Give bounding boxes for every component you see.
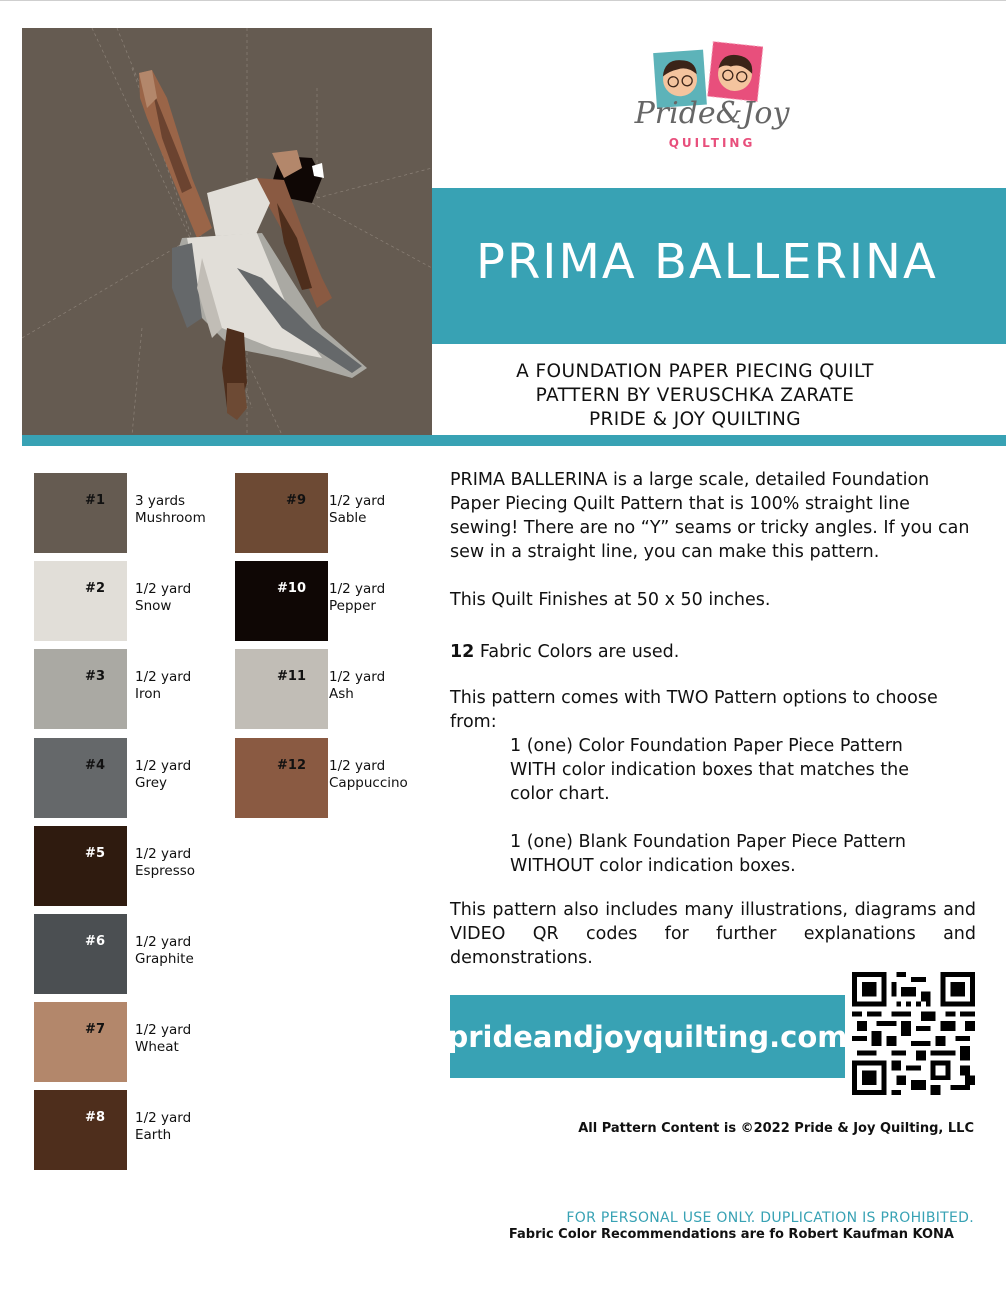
fabric-name: Graphite [135, 951, 194, 967]
fabric-name: Grey [135, 775, 168, 791]
fabric-number: #2 [85, 581, 105, 596]
fabric-amount: 1/2 yard [135, 846, 192, 862]
colors-count-line [450, 640, 976, 664]
option-blank: 1 (one) Blank Foundation Paper Piece Pattern WITHOUT color indication boxes. [510, 832, 906, 876]
fabric-number: #9 [286, 493, 306, 508]
fabric-number: #8 [85, 1110, 105, 1125]
fabric-label [135, 1022, 191, 1056]
logo-subtext: QUILTING [668, 136, 756, 150]
fabric-number: #4 [85, 758, 105, 773]
fabric-name: Ash [329, 686, 354, 702]
fabric-amount: 3 yards [135, 493, 186, 509]
fabric-swatch [34, 1002, 127, 1082]
fabric-label [329, 493, 385, 527]
fabric-amount: 1/2 yard [329, 669, 386, 685]
subtitle-line: A FOUNDATION PAPER PIECING QUILT [516, 361, 874, 382]
title-banner [432, 188, 1006, 344]
fabric-swatch [34, 1090, 127, 1170]
fabric-number: #6 [85, 934, 105, 949]
page-title: PRIMA BALLERINA [476, 234, 938, 290]
fabric-label [135, 669, 191, 703]
website-link[interactable]: prideandjoyquilting.com [450, 995, 845, 1078]
fabric-swatch [34, 914, 127, 994]
fabric-name: Snow [135, 598, 172, 614]
subtitle [432, 360, 958, 432]
ballerina-illustration [22, 28, 432, 435]
fabric-swatch [34, 561, 127, 641]
fabric-name: Mushroom [135, 510, 206, 526]
fabric-name: Wheat [135, 1039, 179, 1055]
logo-script-text: Pride&Joy [634, 96, 790, 131]
fabric-name: Sable [329, 510, 367, 526]
fabric-swatch [34, 826, 127, 906]
fabric-number: #11 [277, 669, 306, 684]
fabric-number: #10 [277, 581, 306, 596]
fabric-swatch [34, 473, 127, 553]
fabric-amount: 1/2 yard [135, 1022, 192, 1038]
fabric-label [135, 934, 194, 968]
colors-count: 12 [450, 642, 475, 662]
copyright-notice: All Pattern Content is ©2022 Pride & Joy Quilting, LLC [578, 1121, 974, 1136]
fabric-swatch [34, 649, 127, 729]
fabric-name: Earth [135, 1127, 172, 1143]
fabric-label [329, 758, 408, 792]
fabric-amount: 1/2 yard [329, 493, 386, 509]
fabric-label [135, 1110, 191, 1144]
fabric-label [135, 493, 206, 527]
ballerina-figure-icon [22, 28, 432, 435]
top-border [0, 0, 1006, 1]
fabric-swatch [235, 561, 328, 641]
fabric-number: #5 [85, 846, 105, 861]
fabric-name: Pepper [329, 598, 376, 614]
fabric-label [135, 758, 191, 792]
fabric-number: #7 [85, 1022, 105, 1037]
fabric-amount: 1/2 yard [135, 581, 192, 597]
colors-count-label: Fabric Colors are used. [474, 642, 680, 662]
fabric-label [329, 669, 385, 703]
fabric-recommendation-note: Fabric Color Recommendations are fo Robert Kaufman KONA [508, 1227, 954, 1242]
fabric-swatch [235, 649, 328, 729]
fabric-name: Espresso [135, 863, 196, 879]
fabric-name: Iron [135, 686, 162, 702]
fabric-name: Cappuccino [329, 775, 408, 791]
fabric-amount: 1/2 yard [135, 758, 192, 774]
fabric-swatch [235, 473, 328, 553]
fabric-amount: 1/2 yard [329, 758, 386, 774]
fabric-amount: 1/2 yard [135, 669, 192, 685]
extras-paragraph: This pattern also includes many illustrations, diagrams and VIDEO QR codes for further explanations and demonstrations. [450, 900, 976, 968]
fabric-swatch [235, 738, 328, 818]
fabric-amount: 1/2 yard [135, 1110, 192, 1126]
fabric-label [135, 846, 195, 880]
accent-divider [22, 435, 1006, 446]
fabric-label [329, 581, 385, 615]
fabric-number: #3 [85, 669, 105, 684]
subtitle-line: PRIDE & JOY QUILTING [588, 409, 802, 430]
fabric-amount: 1/2 yard [135, 934, 192, 950]
fabric-swatch [34, 738, 127, 818]
intro-paragraph: PRIMA BALLERINA is a large scale, detailed Foundation Paper Piecing Quilt Pattern that is 100% straight line sewing! There are no “Y” seams or tricky angles. If you can sew in a straight line, you can make this pattern. [450, 470, 970, 562]
options-intro: This pattern comes with TWO Pattern options to choose from: [450, 688, 938, 732]
option-color: 1 (one) Color Foundation Paper Piece Pattern WITH color indication boxes that matches the color chart. [510, 736, 910, 804]
fabric-number: #12 [277, 758, 306, 773]
personal-use-notice: FOR PERSONAL USE ONLY. DUPLICATION IS PROHIBITED. [566, 1210, 974, 1226]
pattern-description [450, 468, 976, 970]
fabric-label [135, 581, 191, 615]
pride-and-joy-logo [600, 34, 820, 154]
subtitle-line: PATTERN BY VERUSCHKA ZARATE [535, 385, 855, 406]
fabric-amount: 1/2 yard [329, 581, 386, 597]
finish-size: This Quilt Finishes at 50 x 50 inches. [450, 590, 771, 610]
qr-code-icon[interactable] [852, 972, 975, 1095]
fabric-number: #1 [85, 493, 105, 508]
